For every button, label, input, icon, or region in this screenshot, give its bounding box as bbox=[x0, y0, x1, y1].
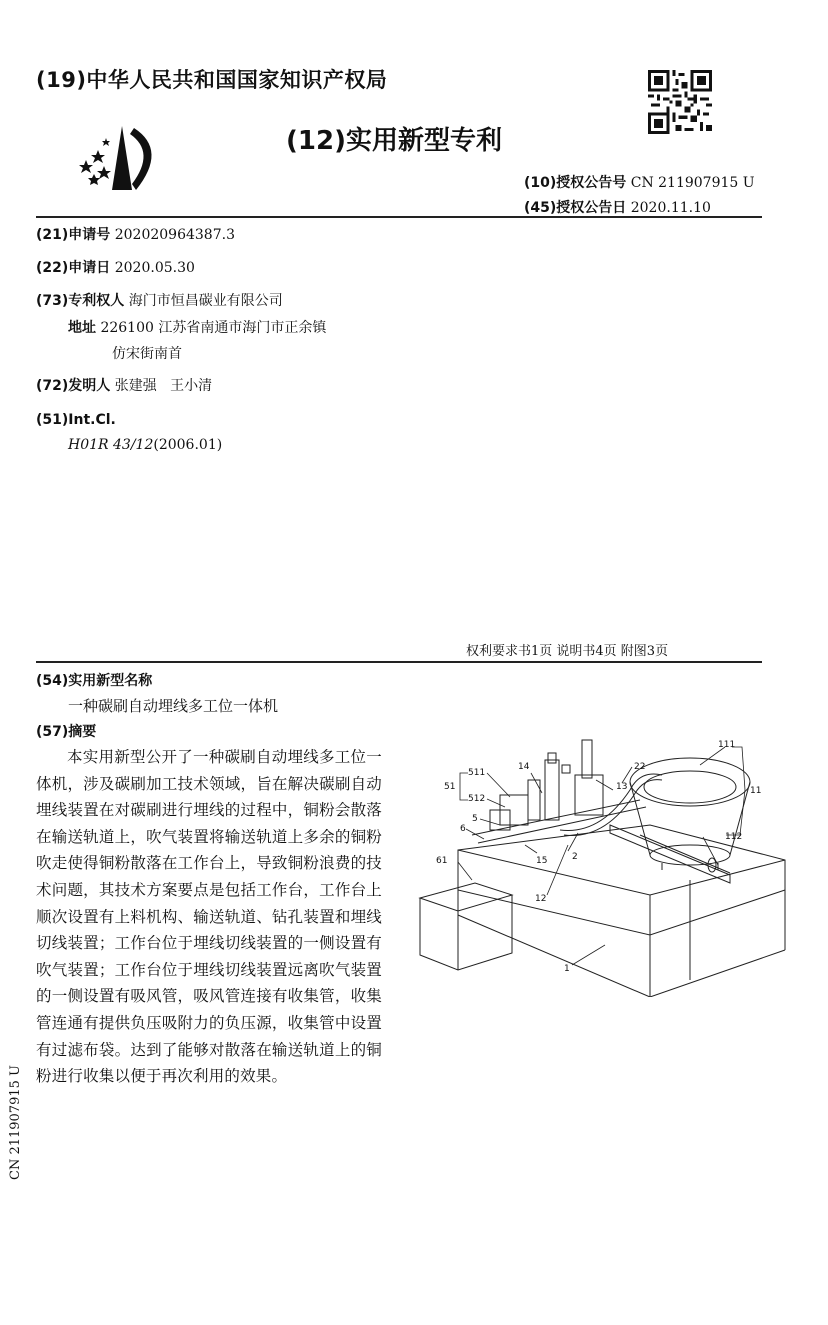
publication-number-row bbox=[524, 172, 755, 192]
label-22: 22 bbox=[634, 762, 646, 772]
label-15: 15 bbox=[536, 856, 548, 866]
intcl-year: (2006.01) bbox=[153, 437, 223, 453]
inventors: 张建强 王小清 bbox=[114, 378, 213, 394]
application-number-row bbox=[36, 225, 235, 245]
address-line-1: 226100 江苏省南通市海门市正余镇 bbox=[100, 320, 327, 336]
label-14: 14 bbox=[518, 762, 530, 772]
label-1: 1 bbox=[564, 964, 570, 974]
patentee-label: (73)专利权人 bbox=[36, 293, 125, 309]
filing-date: 2020.05.30 bbox=[114, 260, 195, 276]
publication-date-label: (45)授权公告日 bbox=[524, 200, 627, 216]
intcl-code: H01R 43/12 bbox=[68, 437, 154, 453]
publication-number-label: (10)授权公告号 bbox=[524, 175, 627, 191]
abstract-text: 本实用新型公开了一种碳刷自动埋线多工位一体机，涉及碳刷加工技术领域，旨在解决碳刷自动埋线装置在对碳刷进行埋线的过程中，铜粉会散落在输送轨道上，吹气装置将输送轨道上多余的铜粉吹走使得铜粉散落在工作台上，导致铜粉浪费的技术问题，其技术方案要点是包括工作台，工作台上顺次设置有上料机构、输送轨道、钻孔装置和埋线切线装置；工作台位于埋线切线装置的一侧设置有吹气装置；工作台位于埋线切线装置远离吹气装置的一侧设置有吸风管，吸风管连接有收集管，收集管连通有提供负压吸附力的负压源，收集管中设置有过滤布袋。达到了能够对散落在输送轨道上的铜粉进行收集以便于再次利用的效果。 bbox=[36, 748, 382, 1086]
publication-number: CN 211907915 U bbox=[630, 175, 755, 191]
worktable-drawing bbox=[458, 825, 785, 997]
label-11: 11 bbox=[750, 786, 762, 796]
page-count-info: 权利要求书1页 说明书4页 附图3页 bbox=[466, 644, 669, 659]
label-12: 12 bbox=[535, 894, 547, 904]
conveyor-drawing bbox=[472, 800, 730, 883]
collection-bin-drawing bbox=[420, 883, 512, 970]
document-type: (12)实用新型专利 bbox=[286, 126, 502, 156]
filing-date-row bbox=[36, 258, 195, 278]
abstract-section-label: (57)摘要 bbox=[36, 724, 97, 740]
label-6: 6 bbox=[460, 824, 466, 834]
filing-date-label: (22)申请日 bbox=[36, 260, 111, 276]
label-512: 512 bbox=[468, 794, 486, 804]
label-112: 112 bbox=[725, 832, 743, 842]
publication-date-row bbox=[524, 197, 711, 217]
drill-unit-drawing bbox=[490, 740, 662, 836]
qr-code-icon bbox=[648, 70, 712, 134]
office-name: (19)中华人民共和国国家知识产权局 bbox=[36, 68, 388, 92]
address-row bbox=[68, 318, 326, 338]
cnipa-emblem-icon bbox=[76, 120, 172, 196]
inventor-row bbox=[36, 376, 212, 396]
address-line-2: 仿宋街南首 bbox=[112, 346, 182, 362]
machine-drawing bbox=[400, 735, 788, 997]
patentee: 海门市恒昌碳业有限公司 bbox=[128, 293, 283, 309]
intcl-row bbox=[68, 435, 222, 455]
utility-model-title: 一种碳刷自动埋线多工位一体机 bbox=[68, 697, 279, 715]
side-publication-number: CN 211907915 U bbox=[8, 1065, 23, 1180]
label-2: 2 bbox=[572, 852, 578, 862]
label-13: 13 bbox=[616, 782, 628, 792]
label-5: 5 bbox=[472, 814, 478, 824]
label-61: 61 bbox=[436, 856, 448, 866]
mid-divider bbox=[36, 661, 762, 663]
patentee-row bbox=[36, 291, 283, 311]
label-51: 51 bbox=[444, 782, 456, 792]
publication-date: 2020.11.10 bbox=[630, 200, 711, 216]
application-number: 202020964387.3 bbox=[114, 227, 235, 243]
label-111: 111 bbox=[718, 740, 736, 750]
address-label: 地址 bbox=[68, 320, 96, 336]
title-section-label: (54)实用新型名称 bbox=[36, 673, 153, 689]
application-number-label: (21)申请号 bbox=[36, 227, 111, 243]
inventor-label: (72)发明人 bbox=[36, 378, 111, 394]
intcl-label: (51)Int.Cl. bbox=[36, 412, 116, 428]
header-divider bbox=[36, 216, 762, 218]
label-511: 511 bbox=[468, 768, 486, 778]
